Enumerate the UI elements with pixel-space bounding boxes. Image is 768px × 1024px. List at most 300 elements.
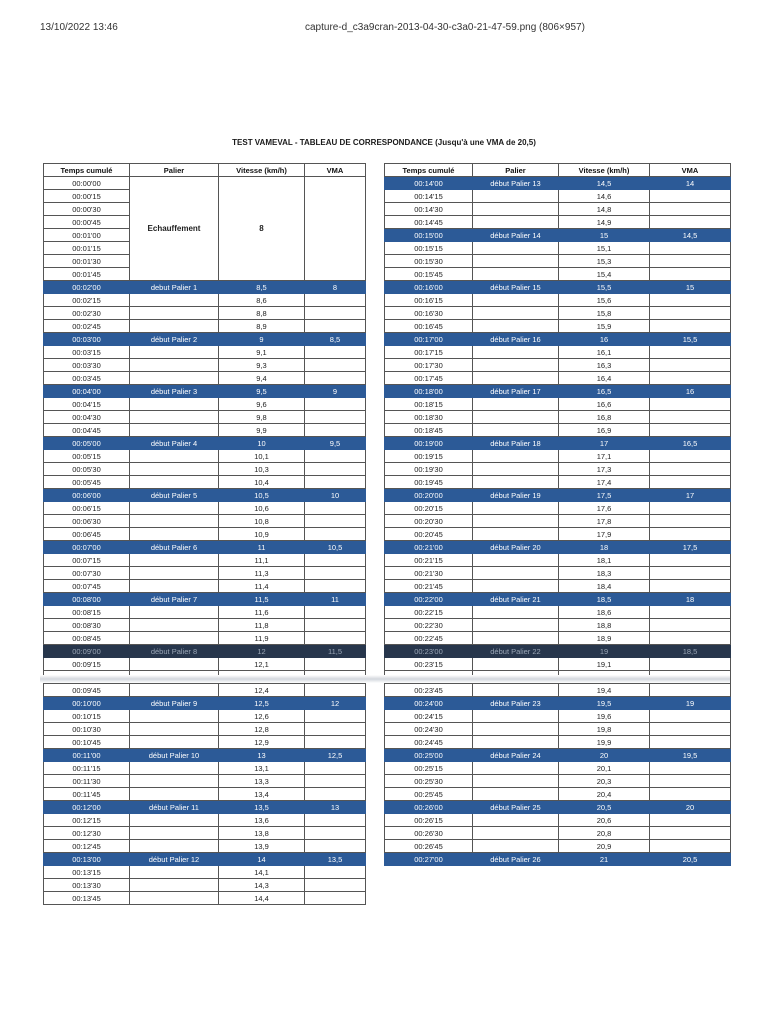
cell-vma [650, 372, 731, 385]
cell-palier: début Palier 5 [130, 489, 219, 502]
cell-vma: 13,5 [305, 853, 366, 866]
table-row [44, 632, 366, 645]
cell-vitesse: 12,5 [219, 697, 305, 710]
table-row [385, 216, 731, 229]
table-row [385, 411, 731, 424]
cell-vma [650, 814, 731, 827]
table-row [385, 333, 731, 346]
cell-palier [473, 528, 559, 541]
cell-temps: 00:19'45 [385, 476, 473, 489]
cell-temps: 00:25'30 [385, 775, 473, 788]
column-header-vitesse: Vitesse (km/h) [219, 164, 305, 177]
cell-vma [650, 580, 731, 593]
cell-temps: 00:26'00 [385, 801, 473, 814]
cell-vma [305, 554, 366, 567]
cell-temps: 00:09'15 [44, 658, 130, 671]
cell-temps: 00:16'15 [385, 294, 473, 307]
cell-temps: 00:26'30 [385, 827, 473, 840]
cell-vitesse: 13,5 [219, 801, 305, 814]
cell-palier [130, 567, 219, 580]
table-row [44, 814, 366, 827]
cell-vitesse: 18,1 [559, 554, 650, 567]
cell-palier: début Palier 8 [130, 645, 219, 658]
cell-palier: début Palier 12 [130, 853, 219, 866]
cell-vma [305, 463, 366, 476]
scan-artifact-band [40, 675, 730, 683]
table-row [44, 840, 366, 853]
cell-vitesse: 20,5 [559, 801, 650, 814]
cell-temps: 00:17'15 [385, 346, 473, 359]
cell-vma [305, 632, 366, 645]
cell-temps: 00:11'45 [44, 788, 130, 801]
cell-vitesse: 10,9 [219, 528, 305, 541]
cell-vitesse: 17,1 [559, 450, 650, 463]
cell-temps: 00:18'15 [385, 398, 473, 411]
table-row [44, 502, 366, 515]
cell-temps: 00:18'45 [385, 424, 473, 437]
cell-temps: 00:07'00 [44, 541, 130, 554]
cell-vma [305, 411, 366, 424]
table-row [385, 775, 731, 788]
cell-palier: début Palier 20 [473, 541, 559, 554]
cell-palier: début Palier 9 [130, 697, 219, 710]
table-row [44, 567, 366, 580]
cell-vitesse: 15 [559, 229, 650, 242]
cell-vma: 20 [650, 801, 731, 814]
cell-vitesse: 9,8 [219, 411, 305, 424]
cell-palier [473, 294, 559, 307]
cell-vitesse: 19,1 [559, 658, 650, 671]
cell-temps: 00:10'00 [44, 697, 130, 710]
cell-vitesse: 12,8 [219, 723, 305, 736]
cell-palier [473, 502, 559, 515]
cell-palier: début Palier 13 [473, 177, 559, 190]
cell-palier [473, 203, 559, 216]
cell-vitesse: 15,6 [559, 294, 650, 307]
cell-palier [473, 827, 559, 840]
cell-vitesse: 15,9 [559, 320, 650, 333]
cell-palier [473, 424, 559, 437]
cell-vitesse: 14,3 [219, 879, 305, 892]
cell-palier: début Palier 22 [473, 645, 559, 658]
cell-vma [650, 632, 731, 645]
cell-palier [473, 359, 559, 372]
cell-palier [473, 580, 559, 593]
cell-temps: 00:13'00 [44, 853, 130, 866]
cell-vma [650, 346, 731, 359]
cell-vma [305, 684, 366, 697]
cell-temps: 00:05'45 [44, 476, 130, 489]
table-row [385, 658, 731, 671]
table-row [44, 593, 366, 606]
table-row [385, 619, 731, 632]
table-row [385, 502, 731, 515]
cell-palier [130, 502, 219, 515]
cell-palier: début Palier 15 [473, 281, 559, 294]
table-row [385, 281, 731, 294]
cell-vma [305, 619, 366, 632]
table-header-row [385, 164, 731, 177]
cell-vitesse: 12 [219, 645, 305, 658]
cell-palier [130, 515, 219, 528]
cell-temps: 00:04'00 [44, 385, 130, 398]
cell-vma: 9 [305, 385, 366, 398]
cell-vma [305, 775, 366, 788]
cell-vitesse: 16,5 [559, 385, 650, 398]
cell-temps: 00:21'30 [385, 567, 473, 580]
cell-temps: 00:23'00 [385, 645, 473, 658]
cell-vitesse: 18,4 [559, 580, 650, 593]
cell-vitesse: 16,3 [559, 359, 650, 372]
cell-temps: 00:03'30 [44, 359, 130, 372]
cell-temps: 00:03'15 [44, 346, 130, 359]
cell-palier [473, 320, 559, 333]
cell-palier [473, 398, 559, 411]
table-row [44, 775, 366, 788]
cell-palier [130, 775, 219, 788]
cell-vitesse: 13 [219, 749, 305, 762]
cell-palier [130, 840, 219, 853]
cell-vitesse: 13,9 [219, 840, 305, 853]
cell-vma [650, 411, 731, 424]
cell-vma [305, 723, 366, 736]
table-row [44, 645, 366, 658]
cell-vma [305, 346, 366, 359]
cell-temps: 00:09'00 [44, 645, 130, 658]
cell-vitesse: 14,4 [219, 892, 305, 905]
cell-palier [473, 190, 559, 203]
table-row [385, 515, 731, 528]
cell-vma [305, 736, 366, 749]
header-datetime: 13/10/2022 13:46 [40, 22, 118, 33]
cell-vma [650, 242, 731, 255]
table-row [385, 528, 731, 541]
cell-vitesse: 20 [559, 749, 650, 762]
cell-vma [650, 736, 731, 749]
table-row [385, 255, 731, 268]
table-row [44, 437, 366, 450]
cell-vitesse: 10,4 [219, 476, 305, 489]
cell-vma [650, 190, 731, 203]
cell-vma: 20,5 [650, 853, 731, 866]
table-row [385, 346, 731, 359]
cell-temps: 00:21'45 [385, 580, 473, 593]
correspondence-table-left [43, 163, 366, 905]
table-row [385, 359, 731, 372]
cell-vma [305, 580, 366, 593]
cell-vma [650, 762, 731, 775]
cell-palier [130, 359, 219, 372]
cell-vma [305, 827, 366, 840]
cell-temps: 00:20'45 [385, 528, 473, 541]
cell-palier: début Palier 17 [473, 385, 559, 398]
table-row [385, 294, 731, 307]
cell-vitesse: 11,1 [219, 554, 305, 567]
cell-temps: 00:02'30 [44, 307, 130, 320]
cell-vma [650, 294, 731, 307]
cell-palier: début Palier 7 [130, 593, 219, 606]
cell-palier [130, 684, 219, 697]
cell-temps: 00:13'30 [44, 879, 130, 892]
cell-palier: début Palier 25 [473, 801, 559, 814]
table-row [385, 463, 731, 476]
cell-temps: 00:13'45 [44, 892, 130, 905]
cell-vitesse: 17,9 [559, 528, 650, 541]
cell-palier [473, 450, 559, 463]
header-filename: capture-d_c3a9cran-2013-04-30-c3a0-21-47-59.png (806×957) [305, 22, 585, 33]
cell-temps: 00:22'00 [385, 593, 473, 606]
cell-temps: 00:01'15 [44, 242, 130, 255]
table-row [385, 606, 731, 619]
cell-palier [473, 372, 559, 385]
cell-palier [130, 346, 219, 359]
cell-vitesse: 16,1 [559, 346, 650, 359]
cell-temps: 00:01'30 [44, 255, 130, 268]
table-row [385, 229, 731, 242]
table-row [385, 554, 731, 567]
cell-vitesse: 19 [559, 645, 650, 658]
cell-vitesse: 18,8 [559, 619, 650, 632]
cell-temps: 00:10'15 [44, 710, 130, 723]
cell-temps: 00:21'00 [385, 541, 473, 554]
cell-vma: 11,5 [305, 645, 366, 658]
cell-temps: 00:01'00 [44, 229, 130, 242]
cell-vitesse: 18 [559, 541, 650, 554]
cell-vitesse: 14 [219, 853, 305, 866]
cell-temps: 00:02'00 [44, 281, 130, 294]
cell-vma [305, 359, 366, 372]
cell-temps: 00:11'30 [44, 775, 130, 788]
cell-vitesse: 9,1 [219, 346, 305, 359]
cell-vitesse: 17,8 [559, 515, 650, 528]
cell-vitesse: 9,4 [219, 372, 305, 385]
table-row [385, 385, 731, 398]
cell-temps: 00:11'15 [44, 762, 130, 775]
cell-palier [130, 892, 219, 905]
cell-palier-warmup: Echauffement [130, 177, 219, 281]
cell-vitesse: 11,3 [219, 567, 305, 580]
table-row [44, 723, 366, 736]
table-row [44, 385, 366, 398]
cell-vitesse: 15,4 [559, 268, 650, 281]
table-row [385, 814, 731, 827]
cell-vitesse: 11,8 [219, 619, 305, 632]
table-header-row [44, 164, 366, 177]
cell-vma [305, 567, 366, 580]
cell-temps: 00:16'00 [385, 281, 473, 294]
cell-vitesse: 18,3 [559, 567, 650, 580]
cell-palier [130, 411, 219, 424]
table-row [385, 580, 731, 593]
cell-vma [650, 255, 731, 268]
cell-temps: 00:19'15 [385, 450, 473, 463]
table-row [385, 645, 731, 658]
cell-vma [650, 788, 731, 801]
table-row [385, 697, 731, 710]
cell-temps: 00:15'30 [385, 255, 473, 268]
cell-palier [473, 632, 559, 645]
cell-vitesse: 20,1 [559, 762, 650, 775]
cell-vma: 9,5 [305, 437, 366, 450]
cell-vma [305, 450, 366, 463]
cell-vma [305, 840, 366, 853]
cell-palier [130, 827, 219, 840]
cell-temps: 00:24'15 [385, 710, 473, 723]
table-row [44, 541, 366, 554]
cell-vitesse: 9 [219, 333, 305, 346]
cell-vitesse: 8,9 [219, 320, 305, 333]
cell-temps: 00:26'45 [385, 840, 473, 853]
table-row [44, 489, 366, 502]
table-row [385, 684, 731, 697]
cell-temps: 00:08'00 [44, 593, 130, 606]
cell-vma [305, 814, 366, 827]
table-row [44, 450, 366, 463]
cell-vma [305, 320, 366, 333]
table-row [44, 281, 366, 294]
cell-vitesse: 10,3 [219, 463, 305, 476]
table-row [44, 892, 366, 905]
cell-temps: 00:14'00 [385, 177, 473, 190]
table-row [385, 762, 731, 775]
cell-vitesse: 15,1 [559, 242, 650, 255]
cell-palier [130, 723, 219, 736]
cell-vma [305, 372, 366, 385]
cell-temps: 00:16'30 [385, 307, 473, 320]
table-row [44, 411, 366, 424]
table-row [44, 606, 366, 619]
cell-vitesse: 8,8 [219, 307, 305, 320]
cell-vma [650, 775, 731, 788]
cell-vma: 13 [305, 801, 366, 814]
cell-vitesse: 17 [559, 437, 650, 450]
cell-temps: 00:21'15 [385, 554, 473, 567]
table-row [44, 762, 366, 775]
cell-temps: 00:10'30 [44, 723, 130, 736]
cell-temps: 00:07'15 [44, 554, 130, 567]
cell-vma: 15,5 [650, 333, 731, 346]
cell-vitesse: 11,6 [219, 606, 305, 619]
table-row [44, 801, 366, 814]
table-row [44, 528, 366, 541]
cell-temps: 00:00'00 [44, 177, 130, 190]
cell-palier [473, 736, 559, 749]
cell-vma [305, 762, 366, 775]
cell-palier [130, 528, 219, 541]
cell-palier [473, 775, 559, 788]
cell-palier: début Palier 6 [130, 541, 219, 554]
cell-palier [473, 307, 559, 320]
cell-vma: 14 [650, 177, 731, 190]
cell-vitesse-warmup: 8 [219, 177, 305, 281]
cell-palier [473, 788, 559, 801]
cell-temps: 00:17'30 [385, 359, 473, 372]
cell-temps: 00:19'00 [385, 437, 473, 450]
column-header-palier: Palier [130, 164, 219, 177]
cell-vitesse: 19,8 [559, 723, 650, 736]
cell-vma [305, 294, 366, 307]
cell-vitesse: 16,6 [559, 398, 650, 411]
cell-vma: 17 [650, 489, 731, 502]
table-row [44, 476, 366, 489]
cell-palier: début Palier 11 [130, 801, 219, 814]
table-row [385, 268, 731, 281]
cell-vma [305, 515, 366, 528]
cell-vma: 17,5 [650, 541, 731, 554]
cell-temps: 00:08'45 [44, 632, 130, 645]
cell-palier [130, 307, 219, 320]
cell-palier [473, 242, 559, 255]
cell-vitesse: 12,4 [219, 684, 305, 697]
table-row [385, 788, 731, 801]
cell-vma [305, 892, 366, 905]
cell-palier: début Palier 21 [473, 593, 559, 606]
cell-vitesse: 13,4 [219, 788, 305, 801]
table-row [44, 866, 366, 879]
cell-palier [130, 658, 219, 671]
cell-palier [130, 554, 219, 567]
cell-vitesse: 15,5 [559, 281, 650, 294]
cell-palier [473, 216, 559, 229]
table-row [385, 827, 731, 840]
column-header-vma: VMA [305, 164, 366, 177]
cell-vma [305, 606, 366, 619]
cell-temps: 00:15'45 [385, 268, 473, 281]
table-row [44, 177, 366, 190]
cell-vma [650, 840, 731, 853]
table-row [385, 242, 731, 255]
cell-temps: 00:27'00 [385, 853, 473, 866]
cell-palier [130, 736, 219, 749]
cell-palier: début Palier 16 [473, 333, 559, 346]
cell-vma [305, 476, 366, 489]
cell-temps: 00:02'45 [44, 320, 130, 333]
cell-temps: 00:15'15 [385, 242, 473, 255]
table-row [44, 580, 366, 593]
cell-vitesse: 16,4 [559, 372, 650, 385]
table-row [385, 840, 731, 853]
cell-vma: 10 [305, 489, 366, 502]
cell-temps: 00:07'30 [44, 567, 130, 580]
table-row [385, 710, 731, 723]
table-body-left [44, 177, 366, 905]
cell-palier [130, 710, 219, 723]
cell-vma: 16,5 [650, 437, 731, 450]
cell-temps: 00:07'45 [44, 580, 130, 593]
cell-palier [473, 762, 559, 775]
cell-vma [305, 502, 366, 515]
cell-temps: 00:02'15 [44, 294, 130, 307]
cell-vitesse: 14,8 [559, 203, 650, 216]
cell-temps: 00:14'45 [385, 216, 473, 229]
cell-temps: 00:16'45 [385, 320, 473, 333]
cell-vma [650, 658, 731, 671]
cell-temps: 00:20'30 [385, 515, 473, 528]
column-header-vitesse: Vitesse (km/h) [559, 164, 650, 177]
table-row [385, 489, 731, 502]
cell-vitesse: 18,9 [559, 632, 650, 645]
cell-vitesse: 11,5 [219, 593, 305, 606]
cell-vitesse: 16,9 [559, 424, 650, 437]
cell-vitesse: 13,1 [219, 762, 305, 775]
cell-temps: 00:05'30 [44, 463, 130, 476]
cell-vma: 15 [650, 281, 731, 294]
cell-palier [473, 476, 559, 489]
table-row [44, 710, 366, 723]
cell-vitesse: 15,8 [559, 307, 650, 320]
table-row [44, 307, 366, 320]
cell-vma [305, 658, 366, 671]
